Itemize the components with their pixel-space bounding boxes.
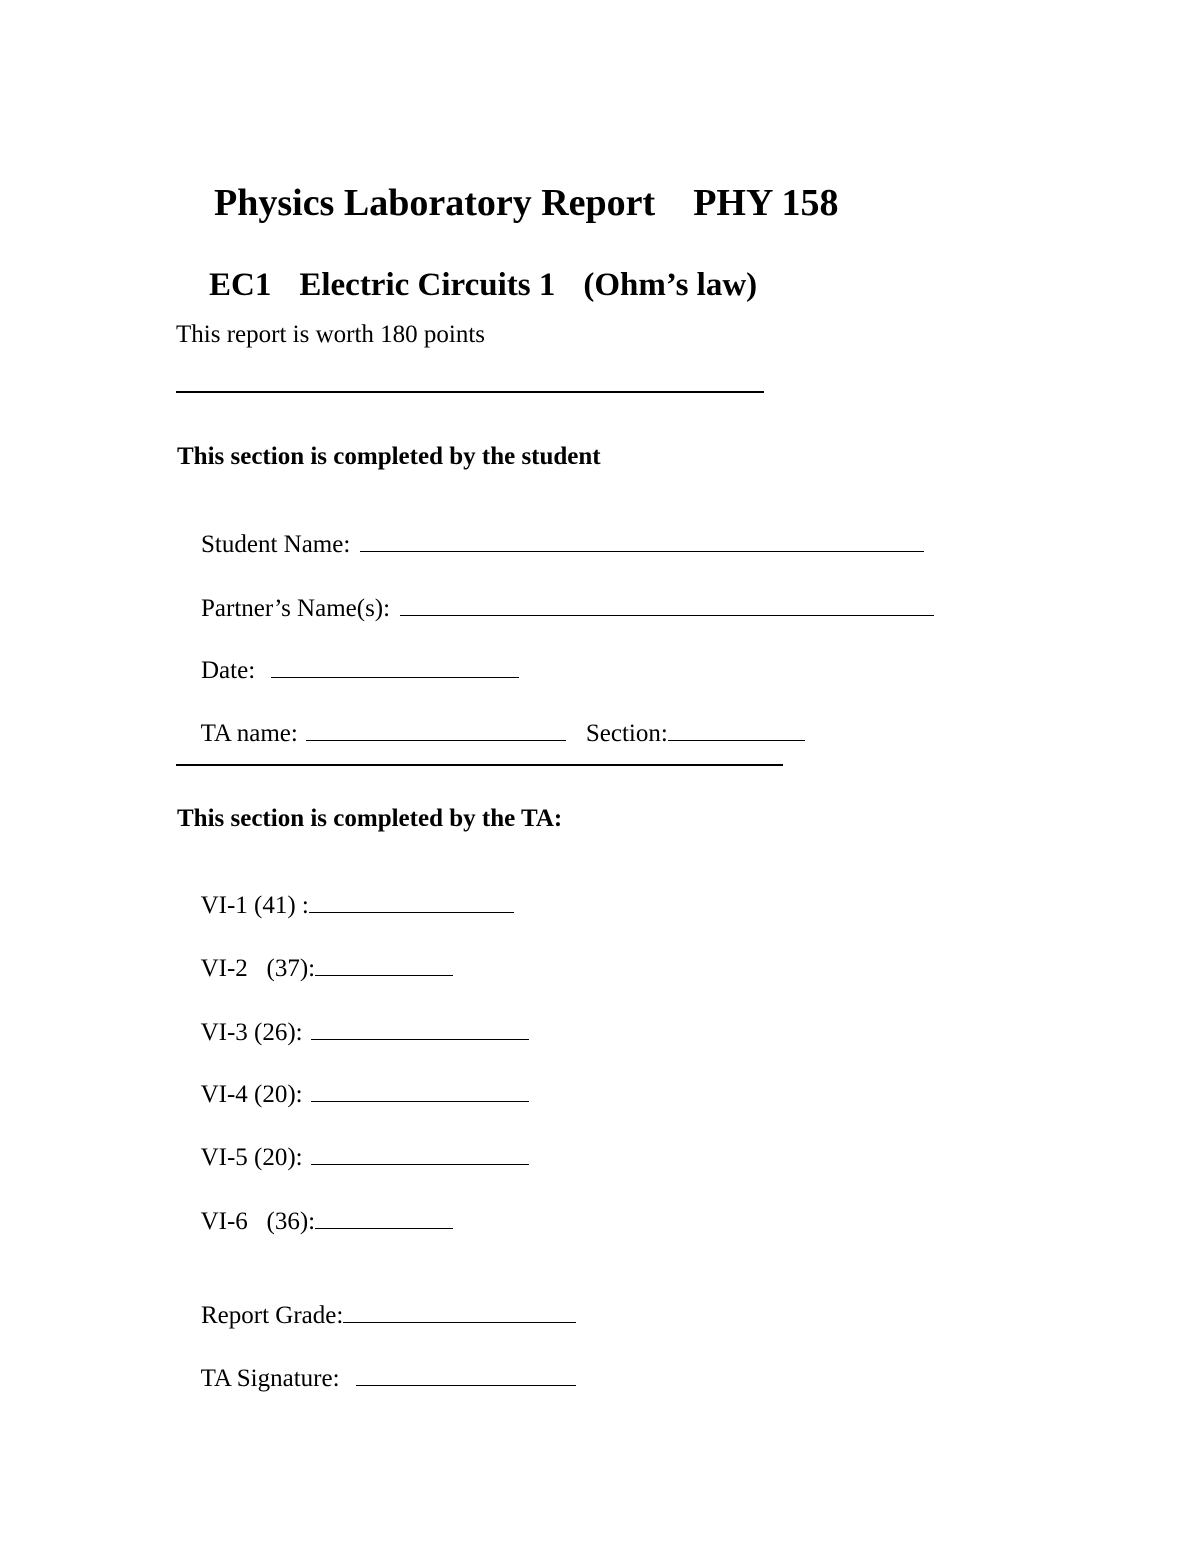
report-title: Physics Laboratory Report [214,182,656,224]
ta-name-label: TA name: [200,720,298,747]
section-divider [176,391,764,393]
score-field[interactable] [315,974,453,976]
ta-section-heading: This section is completed by the TA: [177,805,563,832]
score-label: VI-2 (37): [200,955,316,982]
report-grade-field[interactable] [343,1321,576,1323]
experiment-code: EC1 [209,267,272,303]
score-label: VI-6 (36): [200,1208,316,1235]
course-code: PHY 158 [693,182,839,224]
ta-signature-row [176,1341,576,1416]
section-label: Section: [585,720,668,747]
score-field[interactable] [315,1227,453,1229]
score-field[interactable] [311,1038,529,1040]
partner-name-label: Partner’s Name(s): [201,595,391,622]
report-grade-label: Report Grade: [201,1302,344,1329]
student-section-heading: This section is completed by the student [177,443,601,470]
student-name-field[interactable] [360,550,924,552]
points-worth: This report is worth 180 points [176,321,486,348]
experiment-topic: (Ohm’s law) [583,267,758,303]
ta-signature-label: TA Signature: [200,1365,340,1392]
date-field[interactable] [271,676,519,678]
ta-signature-field[interactable] [356,1384,576,1386]
score-field[interactable] [311,1100,529,1102]
section-field[interactable] [668,739,805,741]
ta-name-section-row [176,696,805,771]
score-label: VI-4 (20): [200,1081,303,1108]
score-field[interactable] [311,1163,529,1165]
section-divider [176,764,783,766]
score-label: VI-1 (41) : [200,892,309,919]
score-label: VI-3 (26): [200,1019,303,1046]
partner-name-field[interactable] [400,614,934,616]
score-field[interactable] [309,911,514,913]
date-label: Date: [201,657,256,684]
ta-name-field[interactable] [306,739,566,741]
score-label: VI-5 (20): [200,1144,303,1171]
score-row-vi-6 [176,1184,453,1259]
experiment-name: Electric Circuits 1 [299,267,556,303]
student-name-label: Student Name: [201,531,351,558]
